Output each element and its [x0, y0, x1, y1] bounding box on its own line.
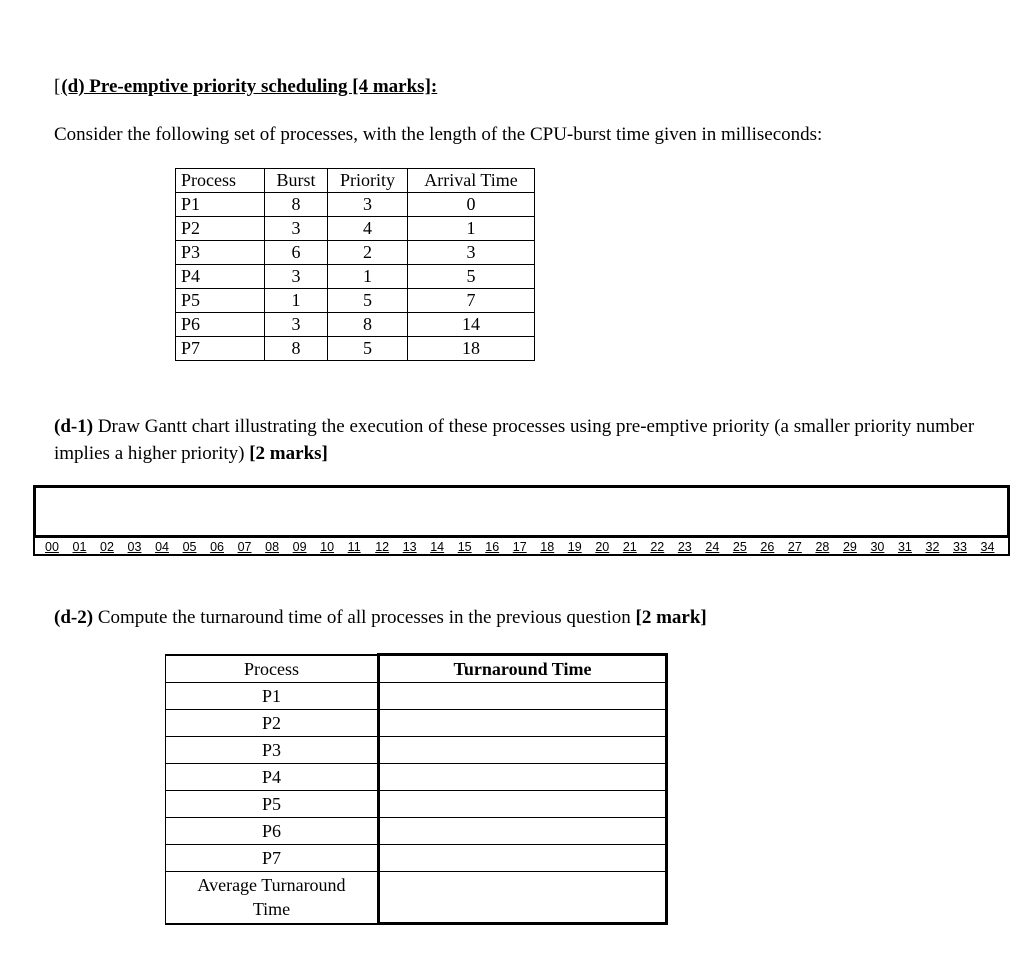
header-priority: Priority [328, 169, 408, 193]
timeline-tick: 33 [953, 540, 967, 554]
gantt-timeline [33, 538, 1010, 556]
process-table-header [176, 169, 535, 193]
table-row [166, 764, 667, 791]
turnaround-process: P4 [166, 764, 379, 791]
timeline-tick: 13 [402, 540, 417, 554]
turnaround-header-time: Turnaround Time [379, 655, 667, 683]
question-d1-text: Draw Gantt chart illustrating the execution of these processes using pre-emptive priority (a smaller priority number implies a higher priority) [54, 416, 975, 464]
timeline-tick: 20 [595, 540, 610, 554]
turnaround-process: P1 [166, 683, 379, 710]
gantt-answer-box[interactable] [33, 485, 1010, 538]
timeline-tick: 04 [155, 540, 169, 554]
cell-process: P1 [176, 193, 265, 217]
timeline-tick: 31 [897, 540, 912, 554]
table-row [176, 217, 535, 241]
cell-arrival: 14 [408, 313, 535, 337]
turnaround-header-process: Process [166, 655, 379, 683]
table-row [166, 683, 667, 710]
cell-priority: 5 [328, 289, 408, 313]
turnaround-answer-cell[interactable] [379, 683, 667, 710]
turnaround-table [165, 653, 668, 925]
turnaround-process: P2 [166, 710, 379, 737]
cell-arrival: 18 [408, 337, 535, 361]
cell-process: P2 [176, 217, 265, 241]
cell-burst: 8 [265, 337, 328, 361]
cell-process: P4 [176, 265, 265, 289]
cell-priority: 8 [328, 313, 408, 337]
question-d2-text: Compute the turnaround time of all processes in the previous question [93, 607, 636, 628]
cell-burst: 6 [265, 241, 328, 265]
timeline-tick: 15 [457, 540, 472, 554]
timeline-tick: 11 [347, 540, 361, 554]
turnaround-answer-cell[interactable] [379, 764, 667, 791]
cell-process: P5 [176, 289, 265, 313]
timeline-tick: 01 [72, 540, 87, 554]
table-row [166, 845, 667, 872]
turnaround-answer-cell[interactable] [379, 710, 667, 737]
cell-priority: 2 [328, 241, 408, 265]
cell-burst: 1 [265, 289, 328, 313]
table-row [176, 193, 535, 217]
timeline-tick: 10 [320, 540, 335, 554]
turnaround-answer-cell[interactable] [379, 818, 667, 845]
header-burst: Burst [265, 169, 328, 193]
turnaround-answer-cell[interactable] [379, 791, 667, 818]
timeline-tick: 02 [100, 540, 114, 554]
timeline-tick: 07 [237, 540, 252, 554]
cell-process: P7 [176, 337, 265, 361]
cell-arrival: 7 [408, 289, 535, 313]
turnaround-average-label [166, 872, 379, 924]
average-label-line1: Average Turnaround [197, 875, 346, 896]
turnaround-process: P3 [166, 737, 379, 764]
timeline-tick: 12 [375, 540, 390, 554]
timeline-tick: 29 [842, 540, 857, 554]
timeline-tick: 17 [512, 540, 527, 554]
header-arrival: Arrival Time [408, 169, 535, 193]
header-process: Process [176, 169, 265, 193]
timeline-tick: 18 [540, 540, 555, 554]
process-table [175, 168, 535, 361]
timeline-tick: 28 [815, 540, 830, 554]
cell-priority: 1 [328, 265, 408, 289]
intro-text: Consider the following set of processes, with the length of the CPU-burst time given in milliseconds: [54, 124, 823, 145]
timeline-tick: 09 [292, 540, 307, 554]
timeline-tick: 14 [430, 540, 445, 554]
timeline-tick: 22 [650, 540, 665, 554]
timeline-tick: 16 [485, 540, 500, 554]
question-d1-label: (d-1) [54, 416, 94, 437]
timeline-tick: 03 [127, 540, 142, 554]
timeline-tick: 27 [787, 540, 802, 554]
timeline-tick: 05 [182, 540, 197, 554]
question-d2-marks: [2 mark] [635, 607, 707, 628]
table-row [176, 337, 535, 361]
table-row [166, 818, 667, 845]
table-row [166, 791, 667, 818]
turnaround-process: P5 [166, 791, 379, 818]
cell-priority: 4 [328, 217, 408, 241]
question-d1 [54, 413, 984, 467]
cell-arrival: 1 [408, 217, 535, 241]
table-row [176, 265, 535, 289]
cell-burst: 3 [265, 313, 328, 337]
cell-burst: 8 [265, 193, 328, 217]
timeline-tick: 24 [705, 540, 720, 554]
heading-bracket: [ [54, 76, 61, 97]
heading-text: (d) Pre-emptive priority scheduling [4 marks]: [61, 76, 438, 97]
turnaround-answer-cell[interactable] [379, 737, 667, 764]
cell-process: P6 [176, 313, 265, 337]
cell-arrival: 0 [408, 193, 535, 217]
table-row [176, 241, 535, 265]
timeline-tick: 23 [677, 540, 692, 554]
cell-process: P3 [176, 241, 265, 265]
table-row [166, 710, 667, 737]
timeline-tick: 21 [622, 540, 637, 554]
turnaround-average-answer-cell[interactable] [379, 872, 667, 924]
question-d1-marks: [2 marks] [249, 443, 328, 464]
turnaround-process: P7 [166, 845, 379, 872]
table-row [176, 289, 535, 313]
cell-priority: 5 [328, 337, 408, 361]
timeline-tick: 06 [210, 540, 224, 554]
turnaround-process: P6 [166, 818, 379, 845]
average-label-line2: Time [252, 899, 291, 920]
timeline-tick: 34 [980, 540, 995, 554]
question-d2 [54, 607, 707, 629]
timeline-tick: 30 [870, 540, 885, 554]
cell-arrival: 3 [408, 241, 535, 265]
timeline-tick: 32 [925, 540, 940, 554]
timeline-tick: 25 [732, 540, 747, 554]
timeline-tick: 26 [760, 540, 775, 554]
turnaround-average-row [166, 872, 667, 924]
section-heading [54, 76, 437, 98]
timeline-tick: 00 [45, 540, 59, 554]
timeline-tick: 19 [567, 540, 582, 554]
cell-priority: 3 [328, 193, 408, 217]
cell-burst: 3 [265, 265, 328, 289]
table-row [166, 737, 667, 764]
timeline-tick: 08 [265, 540, 280, 554]
cell-burst: 3 [265, 217, 328, 241]
turnaround-header-row [166, 655, 667, 683]
cell-arrival: 5 [408, 265, 535, 289]
question-d2-label: (d-2) [54, 607, 94, 628]
table-row [176, 313, 535, 337]
turnaround-answer-cell[interactable] [379, 845, 667, 872]
